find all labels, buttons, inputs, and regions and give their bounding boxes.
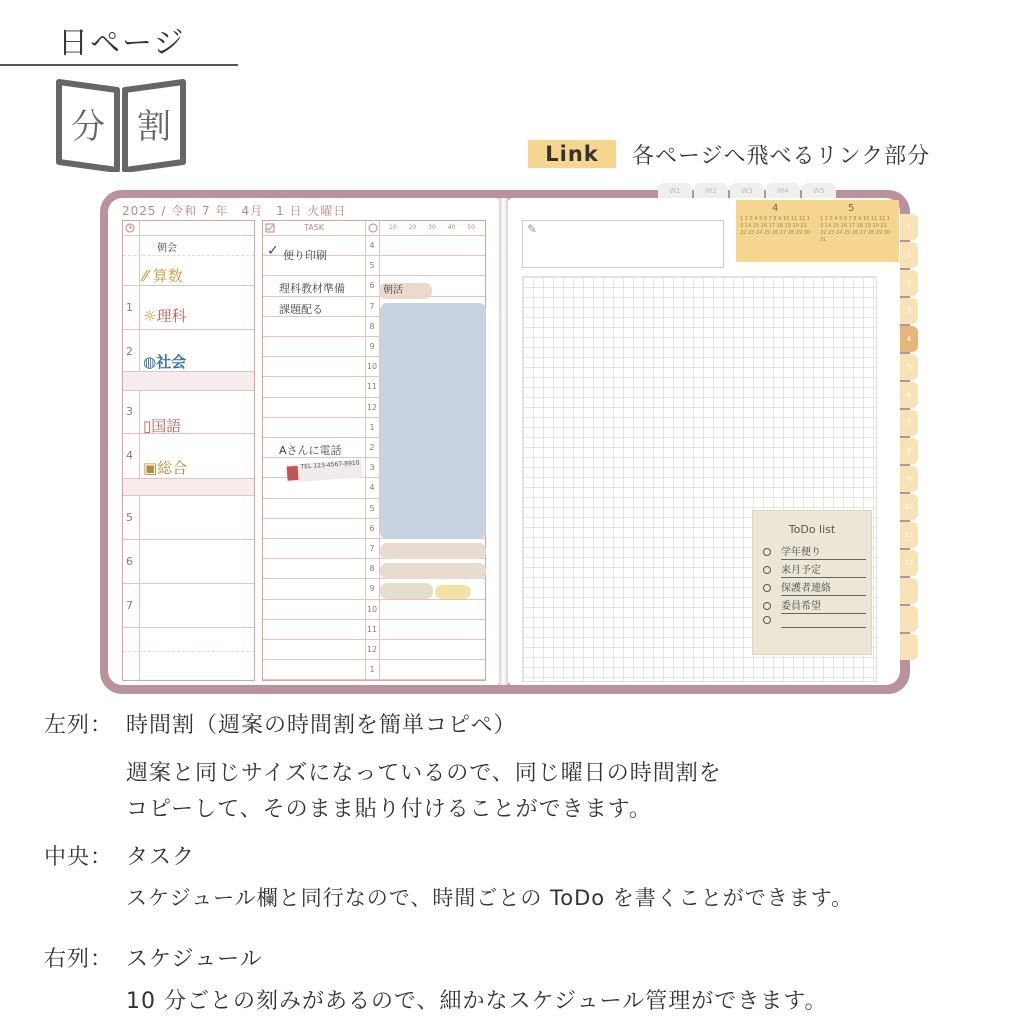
clock-icon bbox=[125, 223, 135, 233]
hour-label: 4 bbox=[369, 241, 375, 250]
hour-label: 11 bbox=[366, 624, 378, 634]
book-icon bbox=[55, 76, 187, 172]
tab-w4[interactable]: W4 bbox=[766, 183, 800, 199]
task-schedule-column bbox=[262, 220, 486, 681]
hour-label: 9 bbox=[369, 342, 375, 351]
calendar-days-may: 1 2 3 4 5 6 7 8 9 10 11 12 13 14 15 16 17 18 19 20 21 22 23 24 25 26 27 28 29 30 31 bbox=[820, 216, 890, 243]
task-item-3: 課題配る bbox=[279, 303, 323, 316]
note-center-title: 中央： タスク bbox=[44, 845, 196, 870]
schedule-row-line bbox=[263, 659, 485, 660]
pencil-icon: ✎ bbox=[527, 222, 538, 236]
note-center-line1: スケジュール欄と同行なので、時間ごとの ToDo を書くことができます。 bbox=[126, 886, 854, 910]
camera-icon: ▣ bbox=[143, 459, 158, 477]
title-underline bbox=[0, 64, 238, 66]
page-date: 2025 / 令和 7 年 4月 1 日 火曜日 bbox=[122, 204, 347, 218]
week-tabs bbox=[658, 183, 838, 199]
hour-label: 5 bbox=[369, 261, 375, 271]
hour-label: 9 bbox=[369, 584, 375, 594]
tab-w3[interactable]: W3 bbox=[730, 183, 764, 199]
month-side-tabs bbox=[900, 214, 918, 694]
schedule-row-line bbox=[263, 639, 485, 640]
hour-label: 8 bbox=[369, 564, 375, 574]
event-block-blue[interactable] bbox=[380, 303, 486, 539]
memo-box[interactable] bbox=[522, 220, 724, 268]
hour-label: 6 bbox=[369, 523, 375, 533]
todo-title: ToDo list bbox=[788, 523, 836, 536]
todo-item-5[interactable] bbox=[763, 615, 858, 626]
hour-label: 5 bbox=[369, 503, 375, 513]
hour-label: 11 bbox=[366, 382, 378, 392]
event-block-1[interactable] bbox=[380, 543, 486, 559]
tab-w1[interactable]: W1 bbox=[658, 183, 692, 199]
link-badge: Link bbox=[528, 140, 616, 168]
todo-item-4[interactable]: 委員希望 bbox=[763, 597, 858, 612]
subject-japanese: ▯国語 bbox=[143, 417, 182, 435]
sticky-note: TEL 123-4567-8910 bbox=[286, 459, 362, 482]
icon-right-char: 割 bbox=[137, 107, 171, 147]
book-spine bbox=[499, 198, 508, 685]
hour-label: 8 bbox=[369, 321, 375, 331]
subject-social: ◍社会 bbox=[143, 353, 187, 371]
side-tab[interactable]: 12 bbox=[900, 550, 918, 576]
schedule-row-line bbox=[263, 679, 485, 680]
link-description: 各ページへ飛べるリンク部分 bbox=[632, 144, 931, 169]
clock-icon-2 bbox=[368, 223, 378, 233]
globe-icon: ◍ bbox=[143, 353, 157, 371]
task-item-4: Aさんに電話 bbox=[279, 444, 342, 457]
note-left-line2: コピーして、そのまま貼り付けることができます。 bbox=[126, 797, 652, 822]
side-tab[interactable] bbox=[900, 578, 918, 604]
side-tab[interactable]: 4 bbox=[900, 326, 918, 352]
icon-left-char: 分 bbox=[71, 107, 105, 147]
task-item-2: 理科教材準備 bbox=[279, 282, 345, 295]
todo-item-2[interactable]: 来月予定 bbox=[763, 561, 858, 576]
book-small-icon: ▯ bbox=[143, 417, 152, 435]
todo-list bbox=[752, 510, 872, 655]
schedule-row-line bbox=[263, 275, 485, 276]
note-left-line1: 週案と同じサイズになっているので、同じ曜日の時間割を bbox=[126, 761, 722, 786]
hour-label: 1 bbox=[369, 422, 375, 432]
hour-label: 7 bbox=[369, 544, 375, 553]
hour-label: 6 bbox=[369, 281, 375, 291]
side-tab[interactable] bbox=[900, 606, 918, 632]
note-left-title: 左列： 時間割（週案の時間割を簡単コピペ） bbox=[44, 713, 517, 738]
hour-label: 12 bbox=[366, 645, 378, 654]
hour-label: 12 bbox=[366, 402, 378, 412]
tab-w2[interactable]: W2 bbox=[694, 183, 728, 199]
event-block-yellow[interactable] bbox=[435, 585, 471, 599]
tab-w5[interactable]: W5 bbox=[802, 183, 836, 199]
subject-science: ☼理科 bbox=[143, 307, 187, 325]
side-tab[interactable]: 9 bbox=[900, 466, 918, 492]
hour-label: 2 bbox=[369, 443, 375, 452]
schedule-row-line bbox=[263, 619, 485, 620]
side-tab[interactable]: 8 bbox=[900, 438, 918, 464]
side-tab[interactable]: 11 bbox=[900, 522, 918, 548]
side-tab[interactable]: 2 bbox=[900, 270, 918, 296]
subject-integrated: ▣総合 bbox=[143, 459, 188, 477]
hour-label: 7 bbox=[369, 301, 375, 311]
side-tab[interactable]: 6 bbox=[900, 382, 918, 408]
side-tab[interactable]: Y bbox=[900, 214, 918, 240]
task-item-1: 便り印刷 bbox=[283, 249, 327, 262]
morning-meeting: 朝会 bbox=[157, 243, 177, 254]
checkbox-icon bbox=[265, 223, 275, 233]
note-right-line1: 10 分ごとの刻みがあるので、細かなスケジュール管理ができます。 bbox=[126, 989, 828, 1014]
subject-math: ⁄⁄ 算数 bbox=[143, 267, 183, 285]
side-tab[interactable]: 7 bbox=[900, 410, 918, 436]
side-tab[interactable]: 1 bbox=[900, 242, 918, 268]
event-asakatsu[interactable]: 朝活 bbox=[379, 283, 432, 299]
side-tab[interactable]: 10 bbox=[900, 494, 918, 520]
side-tab[interactable]: 5 bbox=[900, 354, 918, 380]
task-check-mark: ✓ bbox=[267, 243, 279, 259]
event-block-3[interactable] bbox=[380, 583, 433, 599]
timetable-column: 朝会 ⁄⁄ 算数 1 ☼理科 2 ◍社会 3 ▯国語 4 ▣総合 5 6 7 bbox=[122, 220, 255, 681]
bulb-icon: ☼ bbox=[143, 307, 157, 325]
todo-item-3[interactable]: 保護者連絡 bbox=[763, 579, 858, 594]
minute-ticks: 10 20 30 40 50 bbox=[389, 224, 475, 231]
side-tab[interactable]: 3 bbox=[900, 298, 918, 324]
task-header: TASK bbox=[303, 223, 325, 232]
section-title: 日ページ bbox=[58, 26, 186, 61]
hour-label: 1 bbox=[369, 665, 375, 675]
side-tab[interactable] bbox=[900, 634, 918, 660]
hour-label: 10 bbox=[366, 604, 378, 614]
hour-label: 4 bbox=[369, 483, 375, 493]
event-block-2[interactable] bbox=[380, 563, 486, 579]
calendar-days-april: 1 2 3 4 5 6 7 8 9 10 11 12 13 14 15 16 17 18 19 20 21 22 23 24 25 26 27 28 29 30 bbox=[740, 216, 810, 236]
hour-label: 3 bbox=[369, 463, 375, 473]
mini-calendar[interactable]: 4 5 1 2 3 4 5 6 7 8 9 10 11 12 13 14 15 16 17 18 19 20 21 22 23 24 25 26 27 28 29 30 1 2 3 4 5 6 7 8 9 10 11 12 13 14 15 16 17 18 19 20 21 22 23 24 25 26 27 28 29 30 31 bbox=[736, 200, 899, 262]
note-right-title: 右列： スケジュール bbox=[44, 947, 263, 972]
hour-label: 10 bbox=[366, 362, 378, 372]
todo-item-1[interactable]: 学年便り bbox=[763, 543, 858, 558]
